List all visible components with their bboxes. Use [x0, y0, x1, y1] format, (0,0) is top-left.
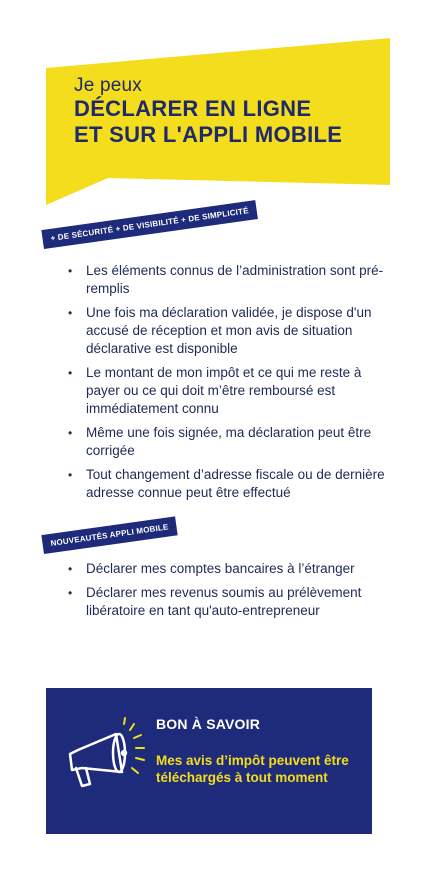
list-item: • Les éléments connus de l’administration sont pré-remplis: [64, 262, 394, 298]
benefits-list: [64, 262, 394, 508]
box-text: Mes avis d’impôt peuvent être téléchargés à tout moment: [156, 753, 349, 785]
list-item: • Déclarer mes comptes bancaires à l’étranger: [64, 560, 394, 578]
list-item: • Déclarer mes revenus soumis au prélèvement libératoire en tant qu'auto-entrepreneur: [64, 584, 394, 620]
banner-heading-line2: ET SUR L'APPLI MOBILE: [74, 122, 343, 147]
box-title: BON À SAVOIR: [156, 716, 261, 732]
list-item: • Le montant de mon impôt et ce qui me reste à payer ou ce qui doit m’être remboursé est immédiatement connu: [64, 364, 394, 418]
good-to-know-box: [46, 688, 372, 834]
benefits-ribbon: + DE SÉCURITÉ + DE VISIBILITÉ + DE SIMPLICITÉ: [41, 200, 257, 249]
banner-intro: Je peux: [74, 75, 142, 96]
list-item: • Une fois ma déclaration validée, je dispose d'un accusé de réception et mon avis de situation déclarative est disponible: [64, 304, 394, 358]
news-ribbon: NOUVEAUTÉS APPLI MOBILE: [41, 516, 177, 554]
list-item: • Tout changement d’adresse fiscale ou de dernière adresse connue peut être effectué: [64, 466, 394, 502]
yellow-banner: [0, 0, 422, 215]
banner-title: [74, 76, 342, 148]
banner-heading-line1: DÉCLARER EN LIGNE: [74, 96, 312, 121]
news-list: [64, 560, 394, 626]
megaphone-icon: [56, 710, 151, 800]
list-item: • Même une fois signée, ma déclaration peut être corrigée: [64, 424, 394, 460]
